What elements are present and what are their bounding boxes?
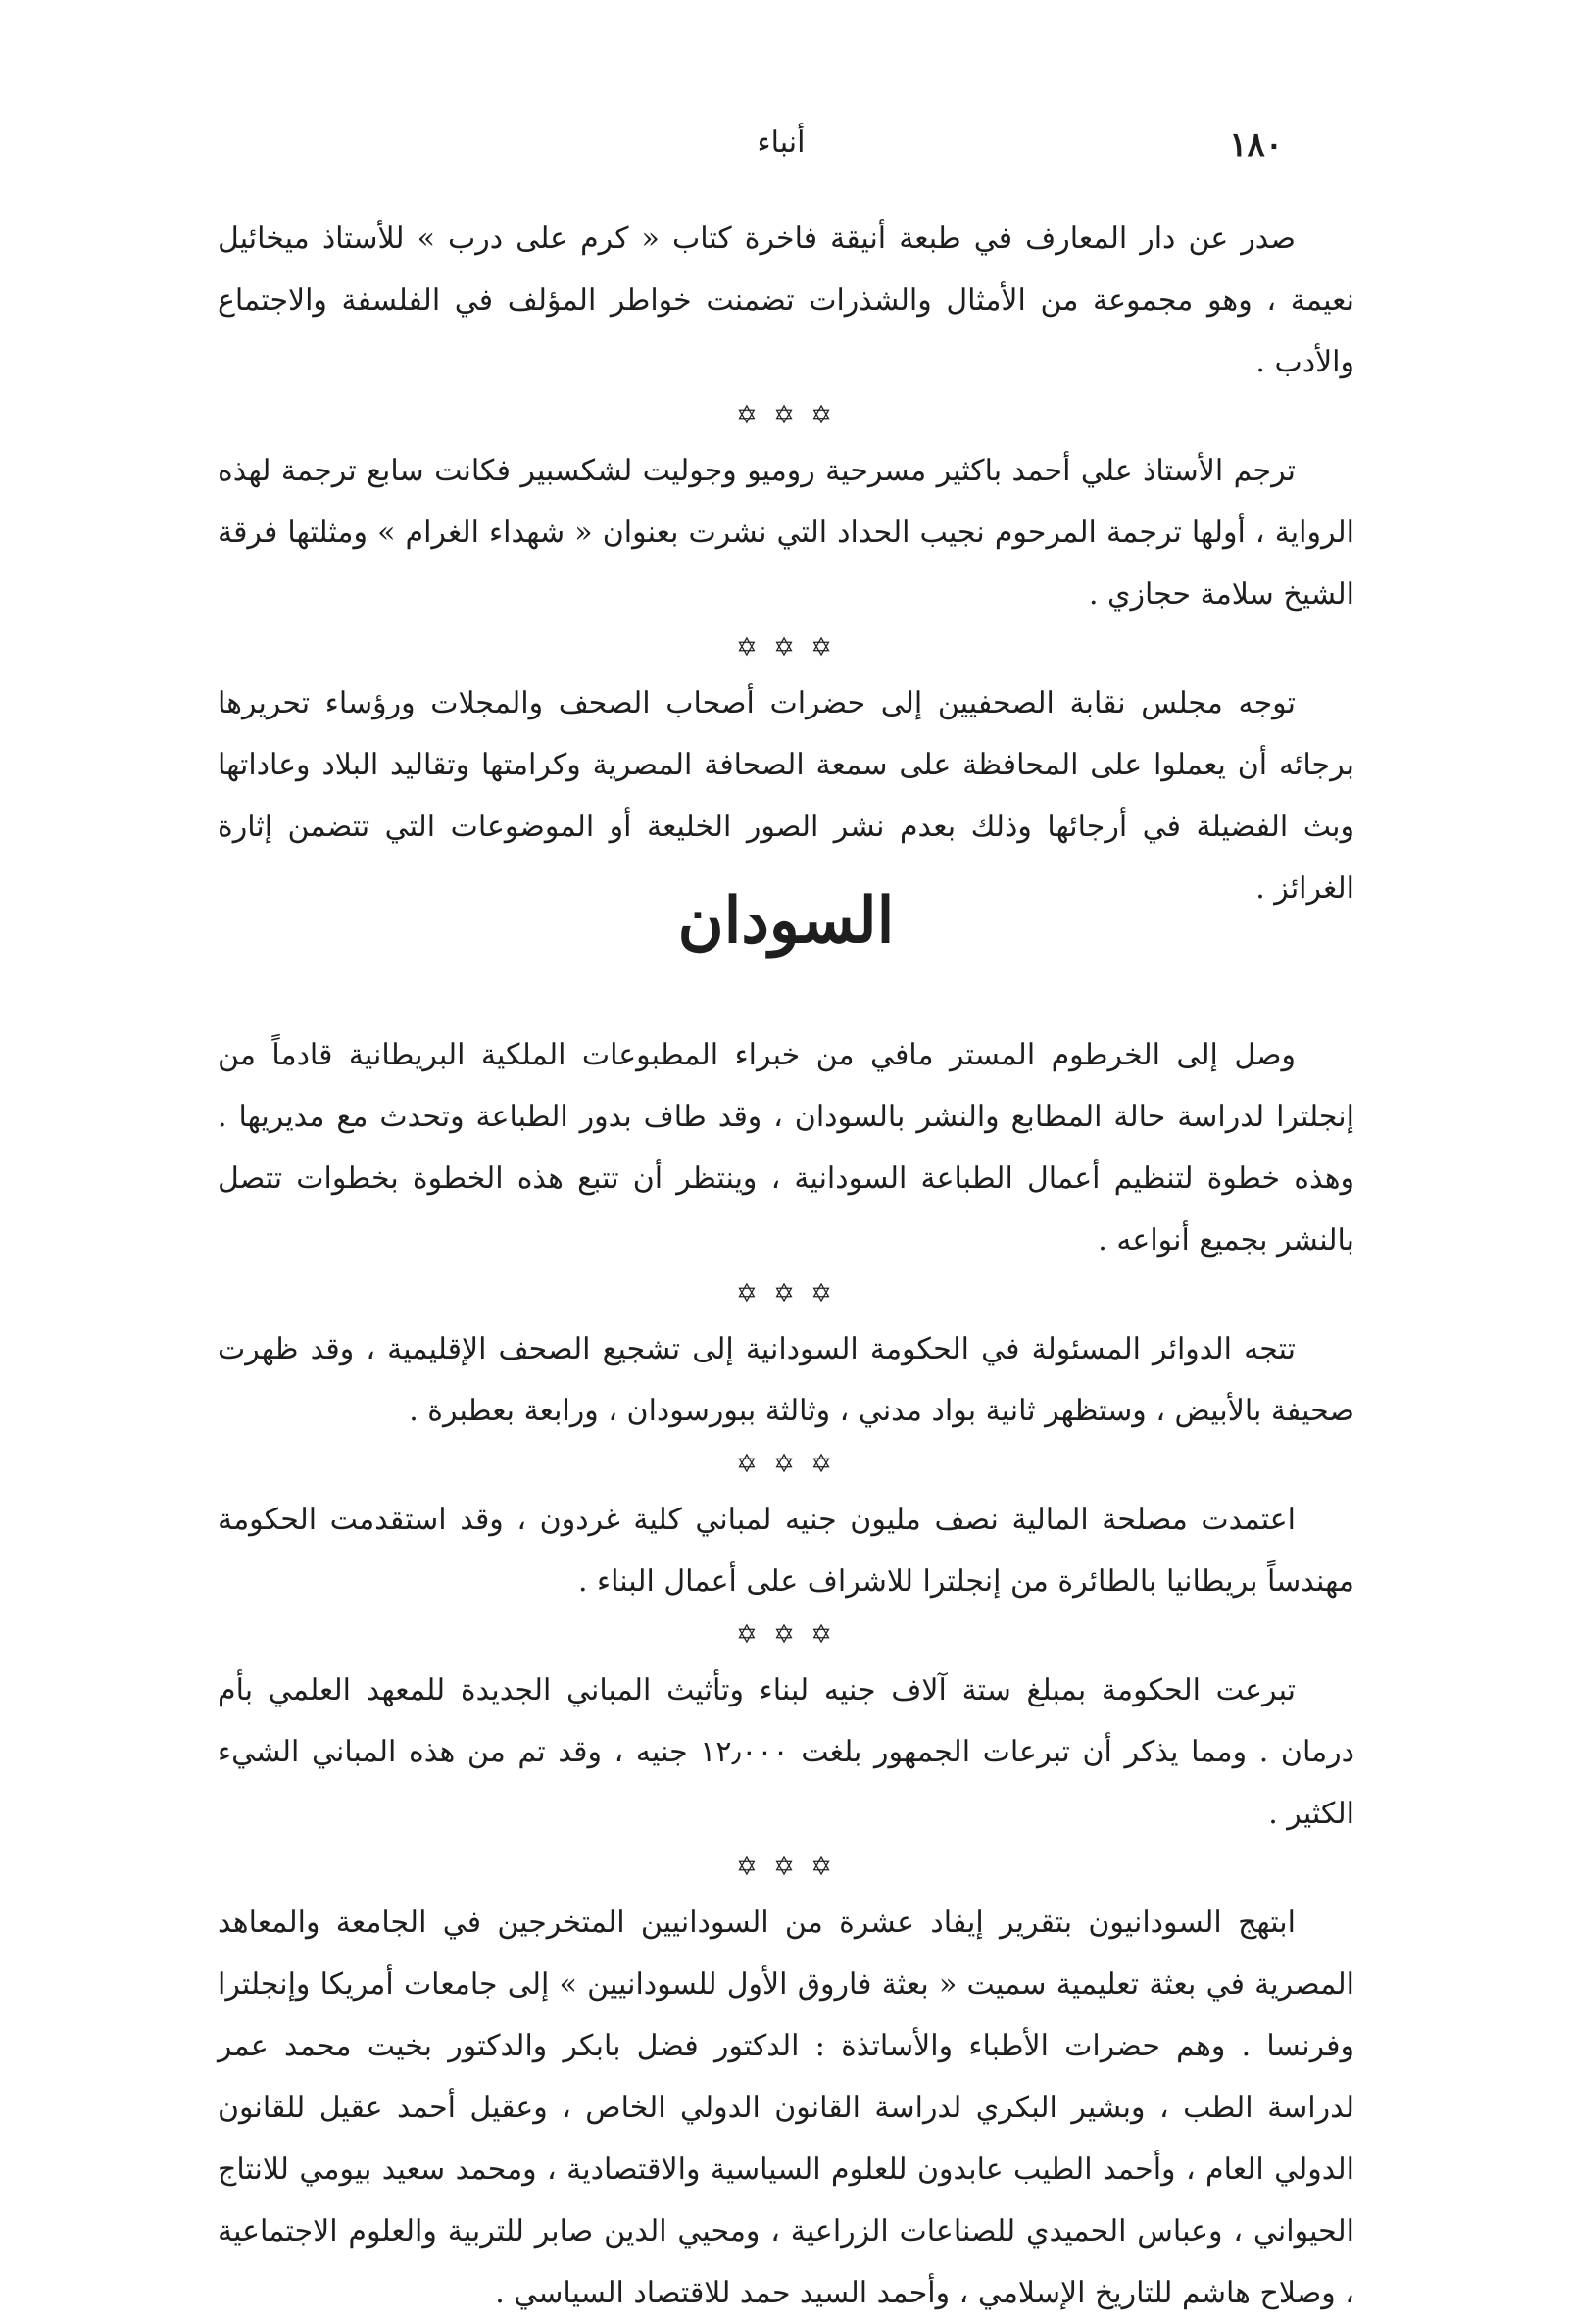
star-separator: ✡ ✡ ✡ (736, 401, 836, 430)
news-paragraph: وصل إلى الخرطوم المستر مافي من خبراء المطبوعات الملكية البريطانية قادماً من إنجلترا لدراسة حالة المطابع والنشر بالسودان ، وقد طاف بدور الطباعة وتحدث مع مديريها . وهذه خطوة لتنظيم أعمال الطباعة السودانية ، وينتظر أن تتبع هذه الخطوة بخطوات تتصل بالنشر بجميع أنواعه . (218, 1038, 1354, 1258)
news-paragraph: صدر عن دار المعارف في طبعة أنيقة فاخرة كتاب « كرم على درب » للأستاذ ميخائيل نعيمة ، وهو مجموعة من الأمثال والشذرات تضمنت خواطر المؤلف في الفلسفة والاجتماع والأدب . (218, 222, 1354, 379)
header-title: أنباء (757, 125, 806, 160)
news-paragraph: ترجم الأستاذ علي أحمد باكثير مسرحية روميو وجوليت لشكسبير فكانت سابع ترجمة لهذه الرواية ، أولها ترجمة المرحوم نجيب الحداد التي نشرت بعنوان « شهداء الغرام » ومثلتها فرقة الشيخ سلامة حجازي . (218, 454, 1354, 612)
section-heading-sudan: السودان (677, 884, 895, 958)
news-section-sudan (218, 1024, 1354, 2324)
news-section-general (218, 208, 1354, 919)
star-separator: ✡ ✡ ✡ (736, 633, 836, 663)
news-paragraph: ابتهج السودانيون بتقرير إيفاد عشرة من السودانيين المتخرجين في الجامعة والمعاهد المصرية في بعثة تعليمية سميت « بعثة فاروق الأول للسودانيين » إلى جامعات أمريكا وإنجلترا وفرنسا . وهم حضرات الأطباء والأساتذة : الدكتور فضل بابكر والدكتور بخيت محمد عمر لدراسة الطب ، وبشير البكري لدراسة القانون الدولي الخاص ، وعقيل أحمد عقيل للقانون الدولي العام ، وأحمد الطيب عابدون للعلوم السياسية والاقتصادية ، ومحمد سعيد بيومي للانتاج الحيواني ، وعباس الحميدي للصناعات الزراعية ، ومحيي الدين صابر للتربية والعلوم الاجتماعية ، وصلاح هاشم للتاريخ الإسلامي ، وأحمد السيد حمد للاقتصاد السياسي . (218, 1905, 1354, 2310)
news-paragraph: تتجه الدوائر المسئولة في الحكومة السودانية إلى تشجيع الصحف الإقليمية ، وقد ظهرت صحيفة بالأبيض ، وستظهر ثانية بواد مدني ، وثالثة ببورسودان ، ورابعة بعطبرة . (218, 1332, 1354, 1428)
news-paragraph: تبرعت الحكومة بمبلغ ستة آلاف جنيه لبناء وتأثيث المباني الجديدة للمعهد العلمي بأم درمان . ومما يذكر أن تبرعات الجمهور بلغت ١٢٫٠٠٠ جنيه ، وقد تم من هذه المباني الشيء الكثير . (218, 1673, 1354, 1831)
page-number: ١٨٠ (1229, 125, 1283, 165)
running-header (279, 125, 1283, 174)
news-paragraph: توجه مجلس نقابة الصحفيين إلى حضرات أصحاب الصحف والمجلات ورؤساء تحريرها برجائه أن يعملوا على المحافظة على سمعة الصحافة المصرية وكرامتها وتقاليد البلاد وعاداتها وبث الفضيلة في أرجائها وذلك بعدم نشر الصور الخليعة أو الموضوعات التي تتضمن إثارة الغرائز . (218, 686, 1354, 906)
news-paragraph: اعتمدت مصلحة المالية نصف مليون جنيه لمباني كلية غردون ، وقد استقدمت الحكومة مهندساً بريطانيا بالطائرة من إنجلترا للاشراف على أعمال البناء . (218, 1503, 1354, 1599)
star-separator: ✡ ✡ ✡ (736, 1853, 836, 1882)
star-separator: ✡ ✡ ✡ (736, 1279, 836, 1309)
star-separator: ✡ ✡ ✡ (736, 1620, 836, 1650)
star-separator: ✡ ✡ ✡ (736, 1450, 836, 1479)
